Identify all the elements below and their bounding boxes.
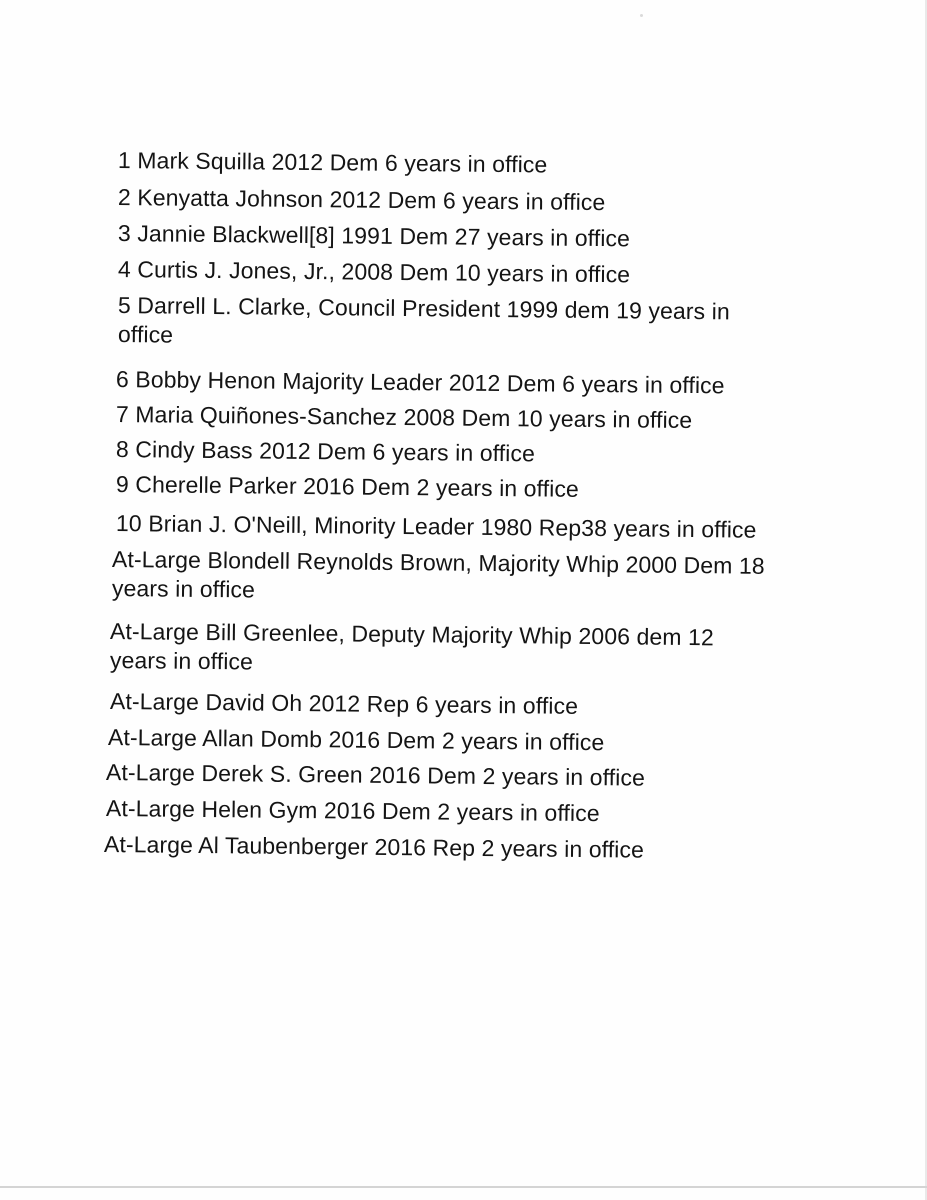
council-member-line-at-large-3: At-Large David Oh 2012 Rep 6 years in office [109, 688, 579, 719]
council-member-line-at-large-1-continued: years in office [111, 575, 256, 603]
scan-edge-bottom [0, 1186, 927, 1188]
council-member-line-at-large-2-continued: years in office [109, 647, 254, 675]
council-member-line-district-1: 1 Mark Squilla 2012 Dem 6 years in office [117, 147, 548, 178]
council-member-line-district-10: 10 Brian J. O'Neill, Minority Leader 1980 Rep38 years in office [115, 510, 757, 543]
council-member-line-at-large-1: At-Large Blondell Reynolds Brown, Majority Whip 2000 Dem 18 [111, 546, 765, 579]
council-member-line-district-5-continued: office [117, 321, 174, 348]
scan-speck [640, 14, 643, 17]
council-member-line-district-6: 6 Bobby Henon Majority Leader 2012 Dem 6 years in office [115, 366, 725, 399]
council-member-line-district-3: 3 Jannie Blackwell[8] 1991 Dem 27 years in office [117, 220, 631, 252]
council-member-line-at-large-7: At-Large Al Taubenberger 2016 Rep 2 years in office [103, 831, 645, 863]
council-member-line-district-2: 2 Kenyatta Johnson 2012 Dem 6 years in office [117, 184, 606, 216]
council-member-line-district-5: 5 Darrell L. Clarke, Council President 1999 dem 19 years in [117, 292, 730, 325]
council-member-line-district-9: 9 Cherelle Parker 2016 Dem 2 years in office [115, 471, 580, 502]
council-member-line-at-large-5: At-Large Derek S. Green 2016 Dem 2 years in office [105, 759, 646, 791]
council-member-line-district-8: 8 Cindy Bass 2012 Dem 6 years in office [115, 436, 536, 467]
council-member-line-at-large-6: At-Large Helen Gym 2016 Dem 2 years in office [105, 795, 600, 827]
council-member-line-at-large-2: At-Large Bill Greenlee, Deputy Majority Whip 2006 dem 12 [109, 618, 715, 651]
council-member-line-at-large-4: At-Large Allan Domb 2016 Dem 2 years in office [107, 724, 605, 756]
council-member-line-district-7: 7 Maria Quiñones-Sanchez 2008 Dem 10 years in office [115, 401, 693, 434]
council-member-line-district-4: 4 Curtis J. Jones, Jr., 2008 Dem 10 years in office [117, 256, 631, 288]
